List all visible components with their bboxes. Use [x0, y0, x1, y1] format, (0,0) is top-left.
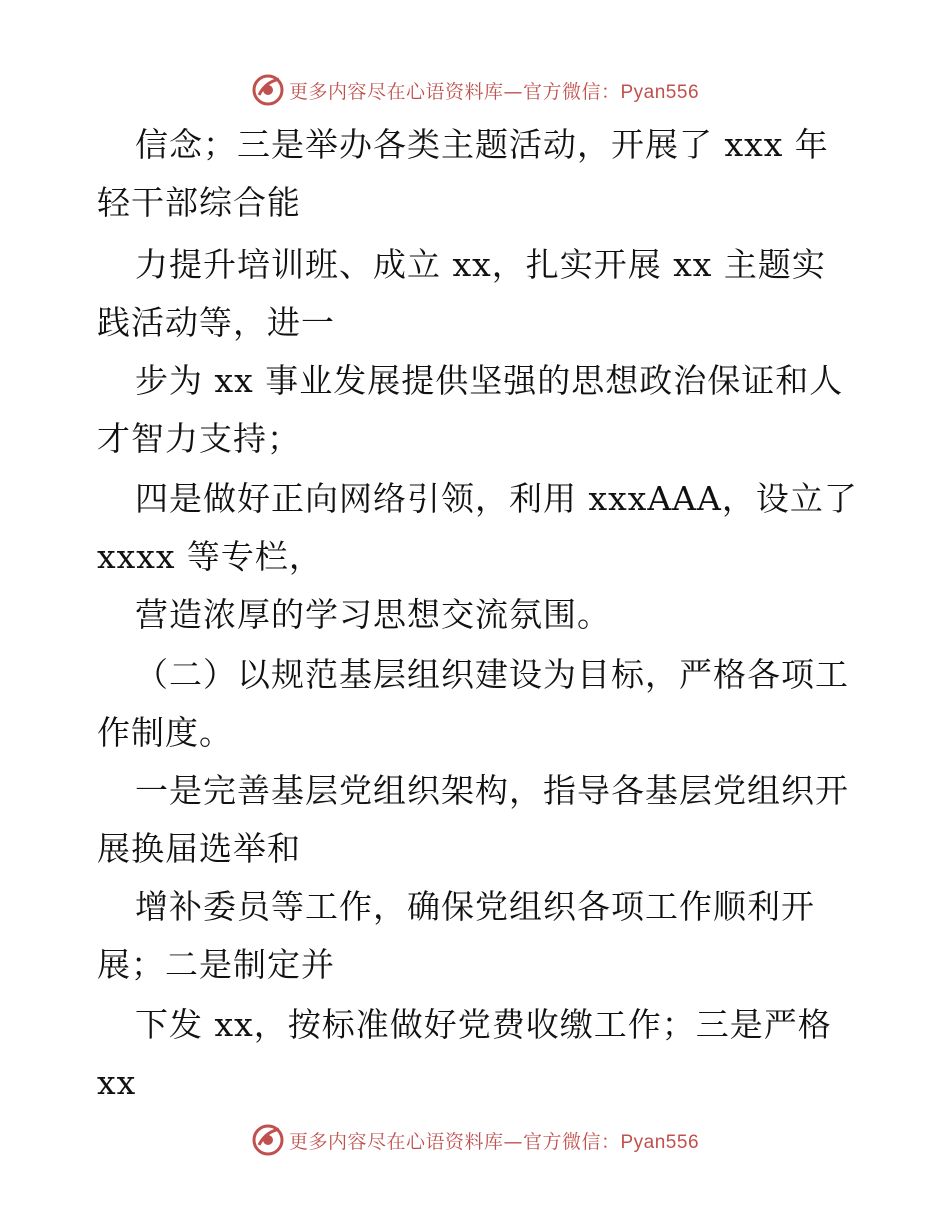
- paragraph-line: 践活动等，进一: [97, 303, 335, 342]
- paragraph-line: 信念；三是举办各类主题活动，开展了 xxx 年: [135, 125, 829, 164]
- paragraph-line: xx: [97, 1063, 137, 1102]
- logo-icon: [251, 1123, 285, 1157]
- paragraph-line: 四是做好正向网络引领，利用 xxxAAA，设立了: [135, 479, 858, 518]
- logo-icon: [251, 73, 285, 107]
- watermark-site: 更多内容尽在心语资料库: [288, 1130, 504, 1153]
- watermark-header: [0, 70, 950, 110]
- section-heading-line: 作制度。: [97, 713, 233, 752]
- paragraph-line: 增补委员等工作，确保党组织各项工作顺利开: [135, 887, 815, 926]
- paragraph-line: 力提升培训班、成立 xx，扎实开展 xx 主题实: [135, 245, 826, 284]
- paragraph-line: 轻干部综合能: [97, 183, 301, 222]
- paragraph-line: xxxx 等专栏，: [97, 537, 323, 576]
- paragraph-line: 展；二是制定并: [97, 945, 335, 984]
- paragraph-line: 才智力支持；: [97, 419, 301, 458]
- paragraph-line: 步为 xx 事业发展提供坚强的思想政治保证和人: [135, 361, 844, 400]
- watermark-footer: [0, 1120, 950, 1160]
- section-heading-line: （二）以规范基层组织建设为目标，严格各项工: [135, 655, 849, 694]
- watermark-text: [289, 1127, 699, 1154]
- paragraph-line: 下发 xx，按标准做好党费收缴工作；三是严格: [135, 1005, 832, 1044]
- watermark-separator: —: [503, 1130, 523, 1153]
- watermark-contact: 官方微信：Pyan556: [523, 1131, 700, 1153]
- paragraph-line: 展换届选举和: [97, 829, 301, 868]
- watermark-site: 更多内容尽在心语资料库: [288, 80, 504, 103]
- watermark-contact: 官方微信：Pyan556: [523, 81, 700, 103]
- paragraph-line: 一是完善基层党组织架构，指导各基层党组织开: [135, 771, 849, 810]
- watermark-separator: —: [503, 80, 523, 103]
- paragraph-line: 营造浓厚的学习思想交流氛围。: [135, 595, 611, 634]
- watermark-text: [289, 77, 699, 104]
